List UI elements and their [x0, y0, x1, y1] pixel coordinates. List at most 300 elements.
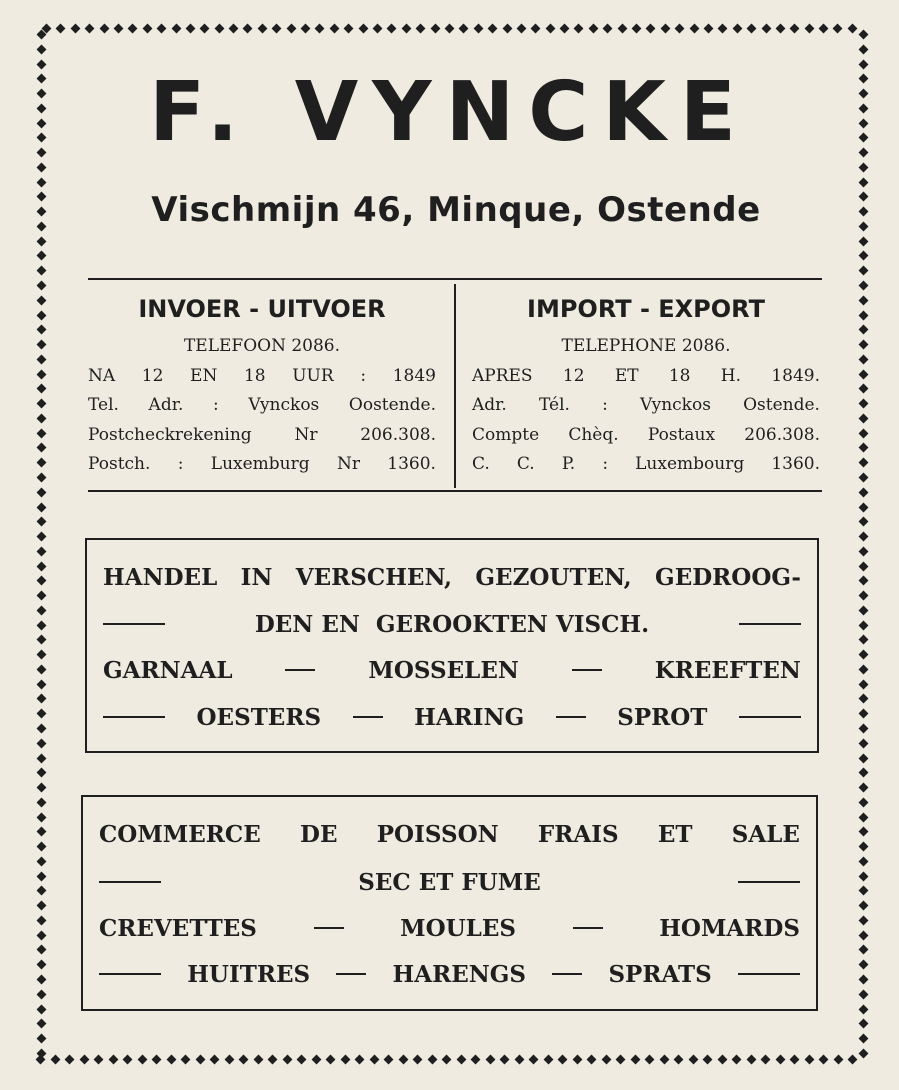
border-diamond — [142, 24, 152, 34]
border-top-diamonds — [40, 22, 859, 36]
text: ET — [657, 820, 693, 848]
text: Tél. — [539, 395, 570, 415]
border-diamond — [473, 24, 483, 34]
rule-dash — [99, 973, 161, 975]
border-diamond — [166, 1055, 176, 1065]
border-diamond — [37, 635, 47, 645]
border-diamond — [645, 1055, 655, 1065]
border-diamond — [819, 1055, 829, 1065]
border-diamond — [859, 162, 869, 172]
border-diamond — [859, 1034, 869, 1044]
border-diamond — [488, 24, 498, 34]
rule-dash — [738, 973, 800, 975]
border-diamond — [833, 24, 843, 34]
border-diamond — [859, 1019, 869, 1029]
text: Vynckos — [640, 395, 711, 415]
border-diamond — [630, 1055, 640, 1065]
text: Tel. — [88, 395, 119, 415]
border-diamond — [37, 945, 47, 955]
text: 206.308. — [360, 424, 436, 445]
border-diamond — [859, 797, 869, 807]
border-diamond — [859, 989, 869, 999]
text: HANDEL — [103, 563, 218, 591]
text: APRES — [472, 365, 533, 386]
border-diamond — [500, 1055, 510, 1065]
border-diamond — [675, 24, 685, 34]
rule-dash — [738, 881, 800, 883]
rule-dash — [552, 973, 582, 975]
border-diamond — [37, 177, 47, 187]
text: NA — [88, 365, 116, 386]
border-diamond — [558, 1055, 568, 1065]
border-diamond — [37, 30, 47, 40]
border-diamond — [859, 709, 869, 719]
border-diamond — [37, 517, 47, 527]
border-diamond — [444, 24, 454, 34]
text: KREEFTEN — [654, 656, 801, 684]
border-diamond — [37, 502, 47, 512]
border-diamond — [859, 738, 869, 748]
border-left-diamonds — [35, 28, 49, 1060]
border-diamond — [531, 24, 541, 34]
french-contact-column — [472, 290, 820, 480]
border-diamond — [37, 340, 47, 350]
text: ET — [614, 365, 639, 386]
border-diamond — [660, 24, 670, 34]
border-diamond — [545, 24, 555, 34]
border-diamond — [239, 1055, 249, 1065]
border-diamond — [315, 24, 325, 34]
border-diamond — [37, 281, 47, 291]
border-diamond — [732, 24, 742, 34]
border-diamond — [859, 679, 869, 689]
border-diamond — [732, 1055, 742, 1065]
border-diamond — [859, 1048, 869, 1058]
border-diamond — [37, 768, 47, 778]
border-diamond — [859, 546, 869, 556]
text: MOULES — [400, 914, 516, 942]
border-diamond — [257, 24, 267, 34]
dutch-contact-column — [88, 290, 436, 480]
border-diamond — [37, 473, 47, 483]
border-diamond — [37, 753, 47, 763]
border-diamond — [804, 24, 814, 34]
dutch-phone: TELEFOON 2086. — [183, 336, 341, 356]
border-diamond — [37, 44, 47, 54]
border-diamond — [37, 532, 47, 542]
dutch-products-line-1 — [103, 562, 801, 592]
border-diamond — [859, 812, 869, 822]
border-diamond — [761, 1055, 771, 1065]
border-diamond — [99, 24, 109, 34]
french-products-line-3 — [99, 913, 800, 943]
text: UUR — [292, 365, 334, 386]
border-diamond — [543, 1055, 553, 1065]
border-diamond — [268, 1055, 278, 1065]
rule-dash — [103, 623, 165, 625]
border-diamond — [37, 709, 47, 719]
text: HARENGS — [392, 960, 527, 988]
border-diamond — [37, 413, 47, 423]
border-diamond — [502, 24, 512, 34]
text: C. — [472, 454, 490, 474]
border-diamond — [718, 24, 728, 34]
border-diamond — [859, 768, 869, 778]
border-diamond — [859, 856, 869, 866]
border-diamond — [746, 1055, 756, 1065]
border-right-diamonds — [857, 28, 871, 1060]
border-diamond — [859, 177, 869, 187]
text: 206.308. — [744, 424, 820, 445]
border-diamond — [94, 1055, 104, 1065]
border-diamond — [456, 1055, 466, 1065]
text: : — [360, 365, 367, 386]
divider-bottom — [88, 490, 822, 492]
dutch-products-box — [85, 538, 819, 753]
text: Luxemburg — [210, 454, 310, 474]
border-diamond — [847, 24, 857, 34]
text: 12 — [141, 365, 164, 386]
border-diamond — [859, 266, 869, 276]
border-diamond — [37, 295, 47, 305]
border-diamond — [632, 24, 642, 34]
border-diamond — [572, 1055, 582, 1065]
border-diamond — [516, 24, 526, 34]
text: HARING — [414, 703, 525, 731]
border-diamond — [790, 24, 800, 34]
border-diamond — [152, 1055, 162, 1065]
border-diamond — [859, 694, 869, 704]
border-diamond — [790, 1055, 800, 1065]
text: 1849 — [392, 365, 436, 386]
border-diamond — [79, 1055, 89, 1065]
dutch-heading: INVOER - UITVOER — [138, 295, 386, 323]
text: 1360. — [387, 454, 436, 474]
border-diamond — [427, 1055, 437, 1065]
border-diamond — [210, 1055, 220, 1065]
border-diamond — [775, 24, 785, 34]
border-diamond — [185, 24, 195, 34]
border-diamond — [37, 812, 47, 822]
text: H. — [720, 365, 742, 386]
rule-dash — [572, 669, 602, 671]
dutch-products-line-3 — [103, 655, 801, 685]
border-diamond — [37, 384, 47, 394]
rule-dash — [739, 623, 801, 625]
border-diamond — [859, 783, 869, 793]
border-diamond — [859, 251, 869, 261]
border-diamond — [430, 24, 440, 34]
french-after-hours — [472, 362, 820, 392]
border-diamond — [37, 561, 47, 571]
border-diamond — [37, 251, 47, 261]
border-diamond — [761, 24, 771, 34]
french-ccp-luxembourg — [472, 450, 820, 480]
border-diamond — [358, 24, 368, 34]
border-diamond — [387, 24, 397, 34]
border-diamond — [859, 502, 869, 512]
border-diamond — [859, 413, 869, 423]
border-diamond — [37, 1048, 47, 1058]
text: : — [602, 454, 609, 474]
border-diamond — [37, 738, 47, 748]
border-diamond — [37, 369, 47, 379]
border-diamond — [529, 1055, 539, 1065]
border-diamond — [373, 24, 383, 34]
text: Nr — [294, 424, 318, 445]
border-diamond — [859, 281, 869, 291]
border-diamond — [859, 473, 869, 483]
border-diamond — [859, 664, 869, 674]
text: SALE — [731, 820, 800, 848]
border-diamond — [659, 1055, 669, 1065]
border-diamond — [617, 24, 627, 34]
border-diamond — [859, 650, 869, 660]
text: Oostende. — [348, 395, 436, 415]
border-diamond — [859, 310, 869, 320]
french-products-line-4 — [99, 959, 800, 989]
border-diamond — [37, 266, 47, 276]
border-diamond — [37, 458, 47, 468]
border-diamond — [37, 930, 47, 940]
border-diamond — [401, 24, 411, 34]
border-diamond — [37, 783, 47, 793]
border-diamond — [272, 24, 282, 34]
dutch-after-hours — [88, 362, 436, 392]
text: Postch. — [88, 454, 151, 474]
border-diamond — [859, 30, 869, 40]
border-diamond — [37, 650, 47, 660]
text: HUITRES — [187, 960, 311, 988]
text: EN — [190, 365, 218, 386]
border-diamond — [171, 24, 181, 34]
border-diamond — [37, 576, 47, 586]
border-diamond — [859, 901, 869, 911]
border-diamond — [859, 945, 869, 955]
text: 1360. — [771, 454, 820, 474]
border-diamond — [775, 1055, 785, 1065]
text: MOSSELEN — [368, 656, 519, 684]
border-diamond — [37, 487, 47, 497]
border-diamond — [717, 1055, 727, 1065]
border-diamond — [37, 605, 47, 615]
border-diamond — [50, 1055, 60, 1065]
border-diamond — [560, 24, 570, 34]
dutch-products-line-4 — [103, 702, 801, 732]
border-diamond — [326, 1055, 336, 1065]
dutch-telegraph-address — [88, 391, 436, 421]
text: GARNAAL — [103, 656, 233, 684]
border-diamond — [37, 1004, 47, 1014]
text: IN — [240, 563, 273, 591]
border-diamond — [859, 635, 869, 645]
divider-top — [88, 278, 822, 280]
text: Chèq. — [568, 424, 619, 445]
border-diamond — [859, 44, 869, 54]
company-address: Vischmijn 46, Minque, Ostende — [151, 190, 761, 230]
border-diamond — [485, 1055, 495, 1065]
text: SPROT — [617, 703, 708, 731]
text: GEZOUTEN, — [475, 563, 632, 591]
border-diamond — [859, 753, 869, 763]
border-diamond — [37, 975, 47, 985]
french-telegraph-address — [472, 391, 820, 421]
border-diamond — [37, 546, 47, 556]
border-diamond — [37, 443, 47, 453]
border-diamond — [859, 354, 869, 364]
text: VERSCHEN, — [295, 563, 453, 591]
text: P. — [561, 454, 576, 474]
text: Ostende. — [743, 395, 820, 415]
border-diamond — [37, 236, 47, 246]
border-diamond — [804, 1055, 814, 1065]
border-diamond — [157, 24, 167, 34]
french-products-line-1 — [99, 819, 800, 849]
border-diamond — [37, 842, 47, 852]
border-diamond — [253, 1055, 263, 1065]
border-diamond — [859, 428, 869, 438]
border-diamond — [340, 1055, 350, 1065]
border-diamond — [214, 24, 224, 34]
border-diamond — [459, 24, 469, 34]
border-diamond — [674, 1055, 684, 1065]
border-diamond — [859, 325, 869, 335]
border-diamond — [859, 458, 869, 468]
rule-dash — [99, 881, 161, 883]
border-diamond — [37, 915, 47, 925]
border-diamond — [574, 24, 584, 34]
border-diamond — [819, 24, 829, 34]
rule-dash — [336, 973, 366, 975]
border-diamond — [747, 24, 757, 34]
border-diamond — [37, 901, 47, 911]
text: DEN EN GEROOKTEN VISCH. — [254, 610, 650, 638]
border-diamond — [37, 325, 47, 335]
border-diamond — [85, 24, 95, 34]
border-diamond — [37, 354, 47, 364]
border-diamond — [369, 1055, 379, 1065]
border-diamond — [311, 1055, 321, 1065]
border-diamond — [37, 694, 47, 704]
border-diamond — [384, 1055, 394, 1065]
border-diamond — [195, 1055, 205, 1065]
border-diamond — [37, 886, 47, 896]
rule-dash — [314, 927, 344, 929]
border-diamond — [859, 295, 869, 305]
border-diamond — [56, 24, 66, 34]
border-diamond — [37, 591, 47, 601]
border-diamond — [703, 1055, 713, 1065]
text: 1849. — [771, 365, 820, 386]
text: : — [177, 454, 184, 474]
text: POISSON — [376, 820, 499, 848]
text: C. — [516, 454, 535, 474]
border-diamond — [37, 960, 47, 970]
border-diamond — [344, 24, 354, 34]
border-diamond — [37, 59, 47, 69]
rule-dash — [573, 927, 603, 929]
border-diamond — [398, 1055, 408, 1065]
border-diamond — [114, 24, 124, 34]
border-diamond — [704, 24, 714, 34]
border-diamond — [859, 532, 869, 542]
border-diamond — [37, 1019, 47, 1029]
french-phone: TELEPHONE 2086. — [561, 336, 731, 356]
border-diamond — [37, 428, 47, 438]
border-diamond — [181, 1055, 191, 1065]
rule-dash — [353, 716, 383, 718]
border-diamond — [859, 960, 869, 970]
text: SPRATS — [608, 960, 712, 988]
border-diamond — [243, 24, 253, 34]
border-diamond — [413, 1055, 423, 1065]
border-diamond — [37, 724, 47, 734]
border-diamond — [37, 1034, 47, 1044]
border-diamond — [859, 930, 869, 940]
border-diamond — [859, 605, 869, 615]
border-diamond — [859, 827, 869, 837]
border-diamond — [859, 724, 869, 734]
border-diamond — [603, 24, 613, 34]
border-diamond — [329, 24, 339, 34]
border-diamond — [37, 989, 47, 999]
border-diamond — [859, 871, 869, 881]
border-diamond — [859, 561, 869, 571]
border-diamond — [282, 1055, 292, 1065]
text: DE — [300, 820, 338, 848]
border-diamond — [601, 1055, 611, 1065]
border-diamond — [859, 369, 869, 379]
border-diamond — [65, 1055, 75, 1065]
border-diamond — [37, 797, 47, 807]
border-diamond — [128, 24, 138, 34]
border-diamond — [224, 1055, 234, 1065]
border-diamond — [37, 162, 47, 172]
border-diamond — [229, 24, 239, 34]
rule-dash — [739, 716, 801, 718]
border-diamond — [859, 620, 869, 630]
border-diamond — [416, 24, 426, 34]
border-diamond — [37, 310, 47, 320]
border-diamond — [301, 24, 311, 34]
border-diamond — [442, 1055, 452, 1065]
border-diamond — [37, 620, 47, 630]
border-diamond — [859, 975, 869, 985]
border-diamond — [70, 24, 80, 34]
border-diamond — [859, 1004, 869, 1014]
border-diamond — [471, 1055, 481, 1065]
border-diamond — [37, 871, 47, 881]
border-diamond — [588, 24, 598, 34]
border-diamond — [108, 1055, 118, 1065]
border-diamond — [297, 1055, 307, 1065]
text: : — [213, 395, 219, 415]
border-diamond — [859, 443, 869, 453]
text: Postcheckrekening — [88, 424, 252, 445]
border-bottom-diamonds — [34, 1053, 859, 1067]
border-diamond — [859, 340, 869, 350]
text: 18 — [668, 365, 691, 386]
text: CREVETTES — [99, 914, 257, 942]
rule-dash — [103, 716, 165, 718]
text: Compte — [472, 424, 540, 445]
rule-dash — [285, 669, 315, 671]
text: Adr. — [472, 395, 507, 415]
text: Luxembourg — [635, 454, 745, 474]
french-products-line-2 — [99, 867, 800, 897]
border-diamond — [833, 1055, 843, 1065]
text: Nr — [336, 454, 360, 474]
